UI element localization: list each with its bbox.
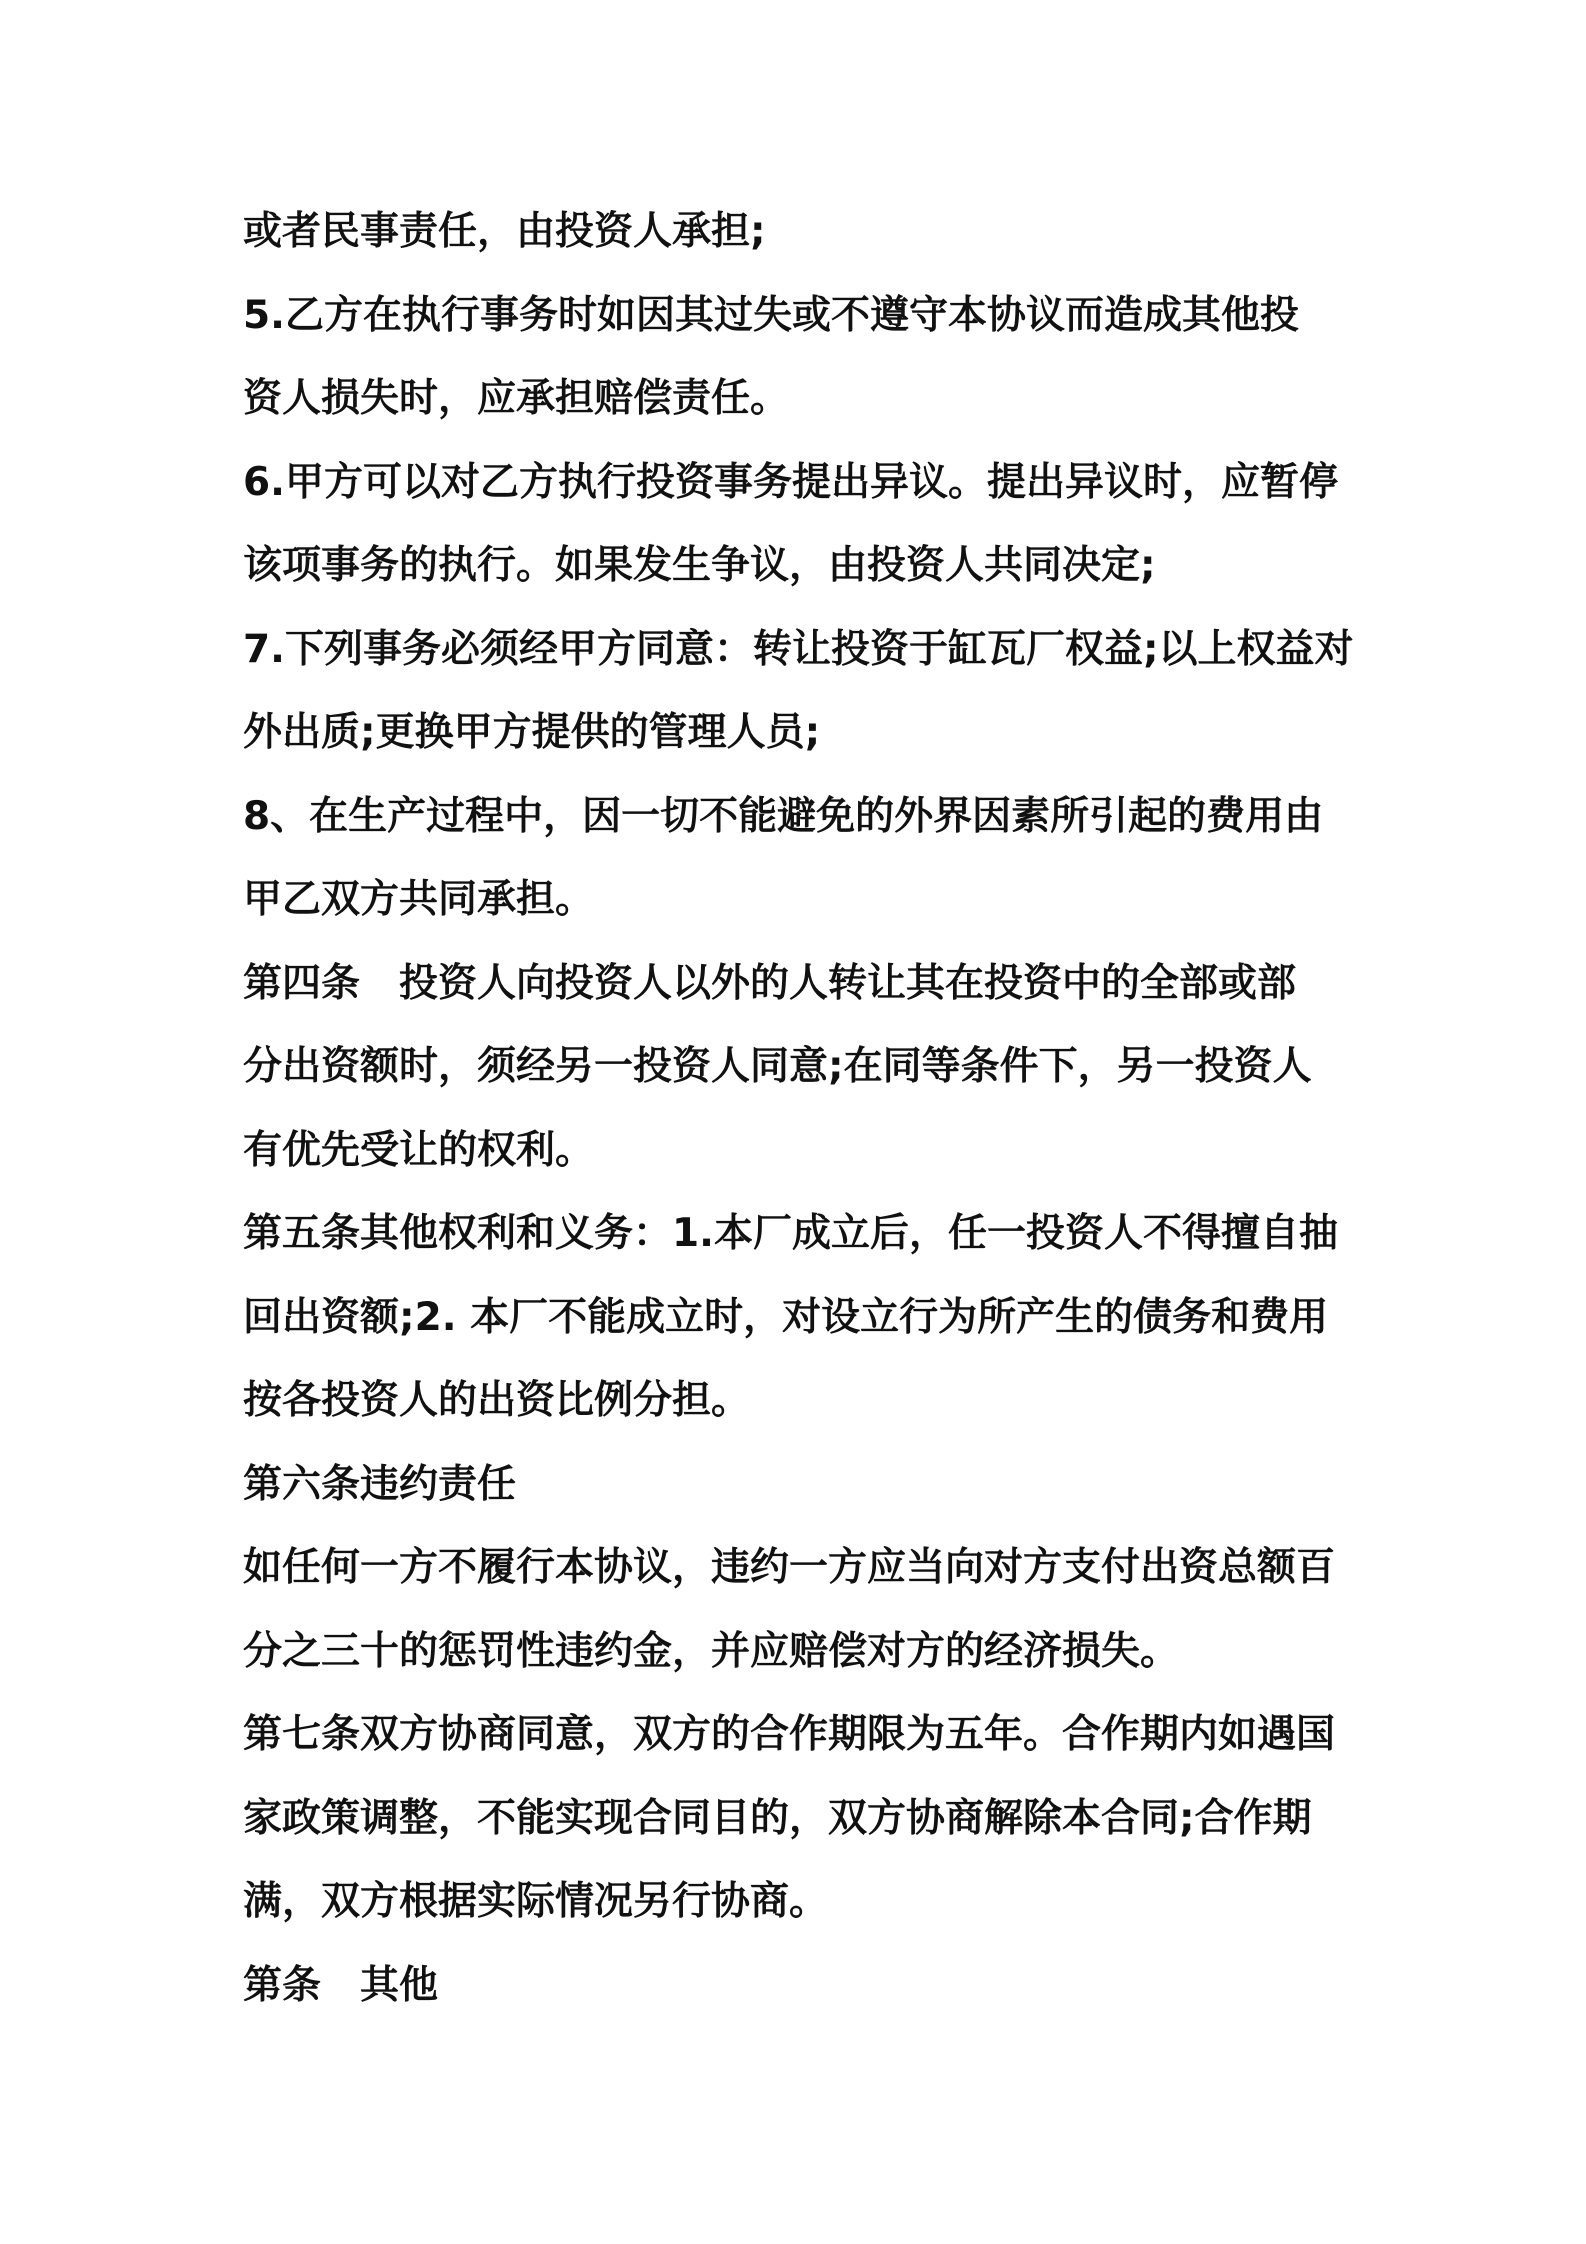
text-line: 有优先受让的权利。 — [243, 1127, 595, 1173]
text-line: 5.乙方在执行事务时如因其过失或不遵守本协议而造成其他投 — [243, 292, 1299, 338]
text-line: 家政策调整，不能实现合同目的，双方协商解除本合同;合作期 — [243, 1795, 1312, 1841]
text-line: 或者民事责任，由投资人承担; — [243, 209, 766, 254]
text-line: 分之三十的惩罚性违约金，并应赔偿对方的经济损失。 — [243, 1628, 1180, 1674]
text-line: 资人损失时，应承担赔偿责任。 — [243, 376, 790, 421]
text-line: 第六条违约责任 — [243, 1461, 517, 1507]
text-line: 7.下列事务必须经甲方同意：转让投资于缸瓦厂权益;以上权益对 — [243, 626, 1354, 672]
text-line: 该项事务的执行。如果发生争议，由投资人共同决定; — [243, 543, 1156, 588]
document-body — [243, 190, 1363, 2027]
text-line: 回出资额;2. 本厂不能成立时，对设立行为所产生的债务和费用 — [243, 1294, 1329, 1340]
text-line: 分出资额时，须经另一投资人同意;在同等条件下，另一投资人 — [243, 1044, 1312, 1089]
text-line: 第条 其他 — [243, 1962, 439, 2008]
text-line: 6.甲方可以对乙方执行投资事务提出异议。提出异议时，应暂停 — [243, 459, 1338, 505]
text-line: 满，双方根据实际情况另行协商。 — [243, 1879, 829, 1924]
text-line: 第四条 投资人向投资人以外的人转让其在投资中的全部或部 — [243, 960, 1297, 1006]
text-line: 按各投资人的出资比例分担。 — [243, 1378, 751, 1423]
text-line: 8、在生产过程中，因一切不能避免的外界因素所引起的费用由 — [243, 793, 1324, 839]
text-line: 外出质;更换甲方提供的管理人员; — [243, 710, 821, 755]
text-line: 如任何一方不履行本协议，违约一方应当向对方支付出资总额百 — [243, 1545, 1336, 1590]
text-line: 第五条其他权利和义务：1.本厂成立后，任一投资人不得擅自抽 — [243, 1211, 1338, 1256]
text-line: 第七条双方协商同意，双方的合作期限为五年。合作期内如遇国 — [243, 1712, 1336, 1757]
text-line: 甲乙双方共同承担。 — [243, 877, 595, 922]
